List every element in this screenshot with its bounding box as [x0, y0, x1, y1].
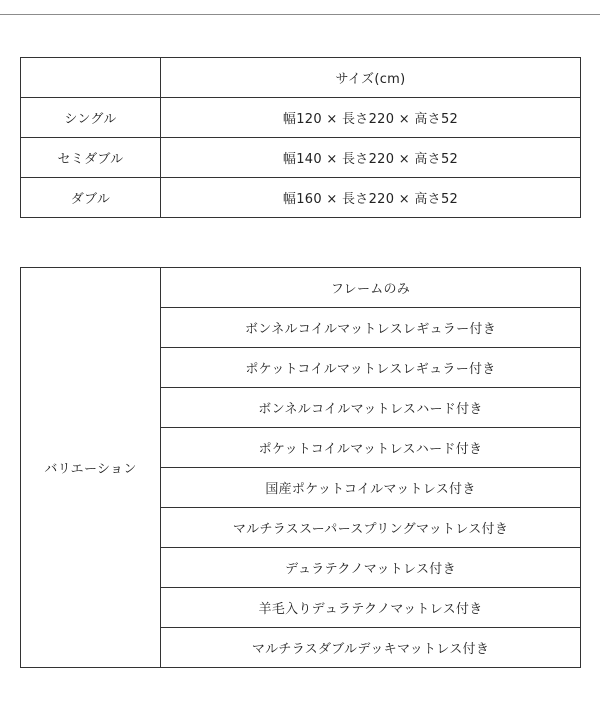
variation-item: マルチラススーパースプリングマットレス付き: [161, 508, 581, 548]
size-label: セミダブル: [21, 138, 161, 178]
size-label: シングル: [21, 98, 161, 138]
variation-item: 羊毛入りデュラテクノマットレス付き: [161, 588, 581, 628]
size-header-value: サイズ(cm): [161, 58, 581, 98]
size-table: [20, 57, 581, 218]
size-row-double: [21, 178, 581, 218]
variation-item: ボンネルコイルマットレスハード付き: [161, 388, 581, 428]
variation-item: マルチラスダブルデッキマットレス付き: [161, 628, 581, 668]
variation-item: フレームのみ: [161, 268, 581, 308]
size-value: 幅160 × 長さ220 × 高さ52: [161, 178, 581, 218]
variation-row: [21, 268, 581, 308]
size-value: 幅140 × 長さ220 × 高さ52: [161, 138, 581, 178]
size-row-semi-double: [21, 138, 581, 178]
size-label: ダブル: [21, 178, 161, 218]
size-header-row: [21, 58, 581, 98]
size-row-single: [21, 98, 581, 138]
variation-item: デュラテクノマットレス付き: [161, 548, 581, 588]
variation-label: バリエーション: [21, 268, 161, 668]
variation-item: ポケットコイルマットレスハード付き: [161, 428, 581, 468]
variation-item: ボンネルコイルマットレスレギュラー付き: [161, 308, 581, 348]
size-header-label: [21, 58, 161, 98]
size-value: 幅120 × 長さ220 × 高さ52: [161, 98, 581, 138]
variation-table: [20, 267, 581, 668]
variation-item: ポケットコイルマットレスレギュラー付き: [161, 348, 581, 388]
top-divider: [0, 14, 600, 15]
variation-item: 国産ポケットコイルマットレス付き: [161, 468, 581, 508]
